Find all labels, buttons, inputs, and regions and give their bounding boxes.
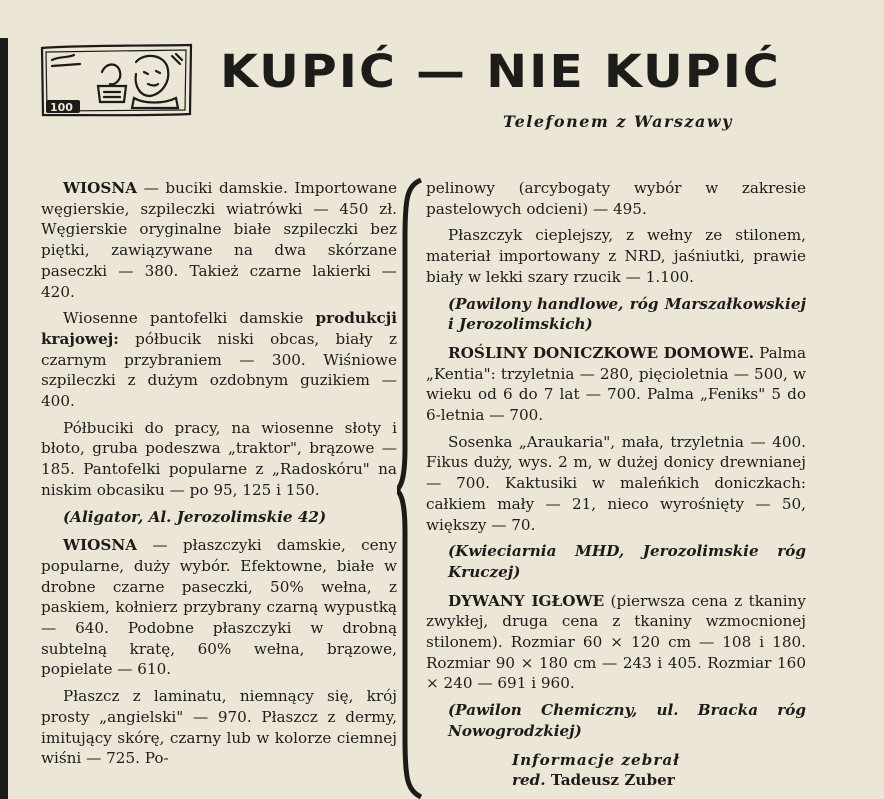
source-pawilony: (Pawilony handlowe, róg Marszałkowskiej i Jerozolimskich) [448,294,806,334]
page-title: KUPIĆ — NIE KUPIĆ [220,45,781,99]
paragraph-laminate-coat: Płaszcz z laminatu, niemnący się, krój prosty „angielski" — 970. Płaszcz z dermy, imitujący skórę, czarny lub w kolorze ciemnej wiśni — 725. Po- [41,687,397,768]
byline: Telefonem z Warszawy [503,112,733,131]
paragraph-shoes-domestic: Wiosenne pantofelki damskie produkcji krajowej: półbucik niski obcas, biały z czarnym przybraniem — 300. Wiśniowe szpileczki z dużym ozdobnym guzikiem — 400. [41,309,397,411]
column-logo-sketch [40,42,193,118]
signature-line-2: red. Tadeusz Zuber [512,771,675,790]
paragraph-warm-coat: Płaszczyk cieplejszy, z wełny ze stilonem, materiał importowany z NRD, jaśniutki, prawie biały w lekki szary rzucik — 1.100. [426,226,806,286]
paragraph-poplin-cont: pelinowy (arcybogaty wybór w zakresie pastelowych odcieni) — 495. [426,179,806,218]
logo-number: 100 [50,101,73,114]
left-column [41,178,397,775]
paragraph-carpets: DYWANY IGŁOWE (pierwsza cena z tkaniny zwykłej, druga cena z tkaniny wzmocnionej stilonem). Rozmiar 60 × 120 cm — 108 i 180. Rozmiar 90 × 180 cm — 243 i 405. Rozmiar 160 × 240 — 691 i 960. [426,591,806,693]
source-pawilon-chemiczny: (Pawilon Chemiczny, ul. Bracka róg Nowogrodzkiej) [448,701,806,740]
source-kwieciarnia: (Kwieciarnia MHD, Jerozolimskie róg Kruczej) [448,542,806,581]
signature-line-1: Informacje zebrał [512,750,681,769]
paragraph-araucaria: Sosenka „Araukaria", mała, trzyletnia — 400. Fikus duży, wys. 2 m, w dużej donicy drewnianej — 700. Kaktusiki w maleńkich doniczkach: całkiem mały — 21, nieco wyrośnięty — 50, większy — 70. [426,432,806,534]
page-edge-bar [0,38,8,799]
source-aligator: (Aligator, Al. Jerozolimskie 42) [63,507,327,526]
paragraph-coats-spring: WIOSNA — płaszczyki damskie, ceny popularne, duży wybór. Efektowne, białe w drobne czarne paseczki, 50% wełna, z paskiem, kołnierz przybrany czarną wypustką — 640. Podobne płaszczyki w drobną subtelną kratę, 60% wełna, brązowe, popielate — 610. [41,536,397,679]
paragraph-work-shoes: Półbuciki do pracy, na wiosenne słoty i błoto, gruba podeszwa „traktor", brązowe — 185. Pantofelki popularne z „Radoskóru" na niskim obcasiku — po 95, 125 i 150. [41,418,397,499]
paragraph-shoes-import: WIOSNA — buciki damskie. Importowane węgierskie, szpileczki wiatrówki — 450 zł. Węgierskie oryginalne białe szpileczki bez piętki, zawiązywane na dwa skórzane paseczki — 380. Takież czarne lakierki — 420. [41,179,397,301]
paragraph-house-plants: ROŚLINY DONICZKOWE DOMOWE. Palma „Kentia": trzyletnia — 280, pięcioletnia — 500, w wieku od 6 do 7 lat — 700. Palma „Feniks" 5 do 6-letnia — 700. [426,343,806,425]
right-column [426,178,806,791]
